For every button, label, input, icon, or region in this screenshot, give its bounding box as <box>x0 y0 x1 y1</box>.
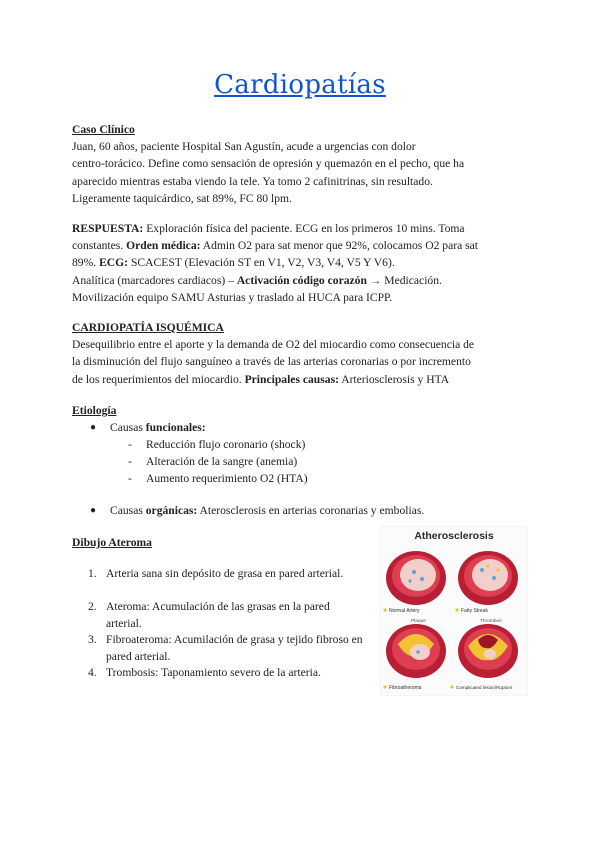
item-text: Arteria sana sin depósito de grasa en pared arterial. <box>106 567 344 580</box>
isquemica-section <box>72 319 542 388</box>
isquemica-line: Arteriosclerosis y HTA <box>338 372 450 386</box>
isquemica-line: Desequilibrio entre el aporte y la demanda de O2 del miocardio como consecuencia de <box>72 338 475 352</box>
label-marker-icon <box>383 608 386 611</box>
label-marker-icon <box>450 685 453 688</box>
label-marker-icon <box>455 608 458 611</box>
panel-label: Fatty Streak <box>461 608 488 614</box>
fatty-streak-image <box>458 551 518 605</box>
isquemica-line: la disminución del flujo sanguíneo a través de las arterias coronarias o por incremento <box>72 355 471 369</box>
plaque-callout: Plaque <box>411 619 426 624</box>
item-text: Fibroateroma: Acumilación de grasa y tejido fibroso en pared arterial. <box>106 633 363 663</box>
atherosclerosis-figure <box>380 526 528 696</box>
bullet-dot-icon: ● <box>90 505 97 516</box>
funcionales-prefix: Causas <box>110 421 146 434</box>
bullet-dot-icon: ● <box>90 422 97 433</box>
panel-label: Normal Artery <box>389 608 420 614</box>
respuesta-text: → Medicación. <box>366 273 442 287</box>
respuesta-text: Movilización equipo SAMU Asturias y traslado al HUCA para ICPP. <box>72 290 393 304</box>
organicas-label: orgánicas: <box>145 504 198 517</box>
dash-icon: - <box>128 472 132 485</box>
respuesta-section <box>72 220 532 306</box>
item-text: Ateroma: Acumulación de las grasas en la pared arterial. <box>106 600 330 630</box>
respuesta-text: SCACEST (Elevación ST en V1, V2, V3, V4, V5 Y V6). <box>128 256 395 270</box>
funcionales-label: funcionales: <box>145 421 206 434</box>
normal-artery-image <box>386 551 446 605</box>
caso-line: centro-torácico. Define como sensación de opresión y quemazón en el pecho, que ha <box>72 157 465 171</box>
item-number: 2. <box>88 600 97 613</box>
thrombus-callout: Thrombus <box>480 619 502 624</box>
caso-line: aparecido mientras estaba viendo la tele. Ya tomo 2 cafinitrinas, sin resultado. <box>72 174 433 188</box>
etiologia-heading: Etiología <box>72 404 117 417</box>
panel-label: Fibroatheroma <box>389 685 422 691</box>
sub-item: Aumento requerimiento O2 (HTA) <box>146 472 308 485</box>
respuesta-text: Admin O2 para sat menor que 92%, colocamos O2 para sat <box>200 239 479 253</box>
item-number: 4. <box>88 666 97 679</box>
causas-label: Principales causas: <box>244 372 339 386</box>
item-number: 3. <box>88 633 97 646</box>
respuesta-text: 89%. <box>72 256 100 270</box>
codigo-label: Activación código corazón <box>236 273 367 287</box>
ateroma-heading: Dibujo Ateroma <box>72 536 152 549</box>
organicas-item <box>110 502 424 519</box>
sub-item: Alteración de la sangre (anemia) <box>146 455 298 468</box>
dash-icon: - <box>128 438 132 451</box>
item-number: 1. <box>88 567 97 580</box>
respuesta-label: RESPUESTA: <box>72 222 144 235</box>
isquemica-line: de los requerimientos del miocardio. <box>72 372 245 386</box>
respuesta-text: Analítica (marcadores cardiacos) – <box>72 273 237 287</box>
figure-title: Atherosclerosis <box>414 530 494 542</box>
caso-heading: Caso Clínico <box>72 123 135 136</box>
ecg-label: ECG: <box>99 256 129 270</box>
respuesta-text: Exploración física del paciente. ECG en los primeros 10 mins. Toma <box>143 222 465 235</box>
orden-label: Orden médica: <box>126 239 201 253</box>
item-text: Trombosis: Taponamiento severo de la arteria. <box>106 666 321 679</box>
fibroatheroma-image <box>386 624 446 678</box>
panel-label: Complicated lesion/Rupture <box>456 685 513 690</box>
sub-item: Reducción flujo coronario (shock) <box>146 438 306 451</box>
respuesta-text: constantes. <box>72 239 127 253</box>
isquemica-heading: CARDIOPATÍA ISQUÉMICA <box>72 321 224 334</box>
dash-icon: - <box>128 455 132 468</box>
organicas-prefix: Causas <box>110 504 146 517</box>
page-title: Cardiopatías <box>214 70 386 100</box>
complicated-lesion-image <box>458 624 518 678</box>
caso-line: Juan, 60 años, paciente Hospital San Agustín, acude a urgencias con dolor <box>72 140 416 154</box>
caso-line: Ligeramente taquicárdico, sat 89%, FC 80 lpm. <box>72 191 292 205</box>
label-marker-icon <box>383 685 386 688</box>
caso-clinico-section <box>72 121 532 207</box>
organicas-text: Aterosclerosis en arterias coronarias y embolias. <box>197 504 425 517</box>
funcionales-item <box>110 419 206 436</box>
